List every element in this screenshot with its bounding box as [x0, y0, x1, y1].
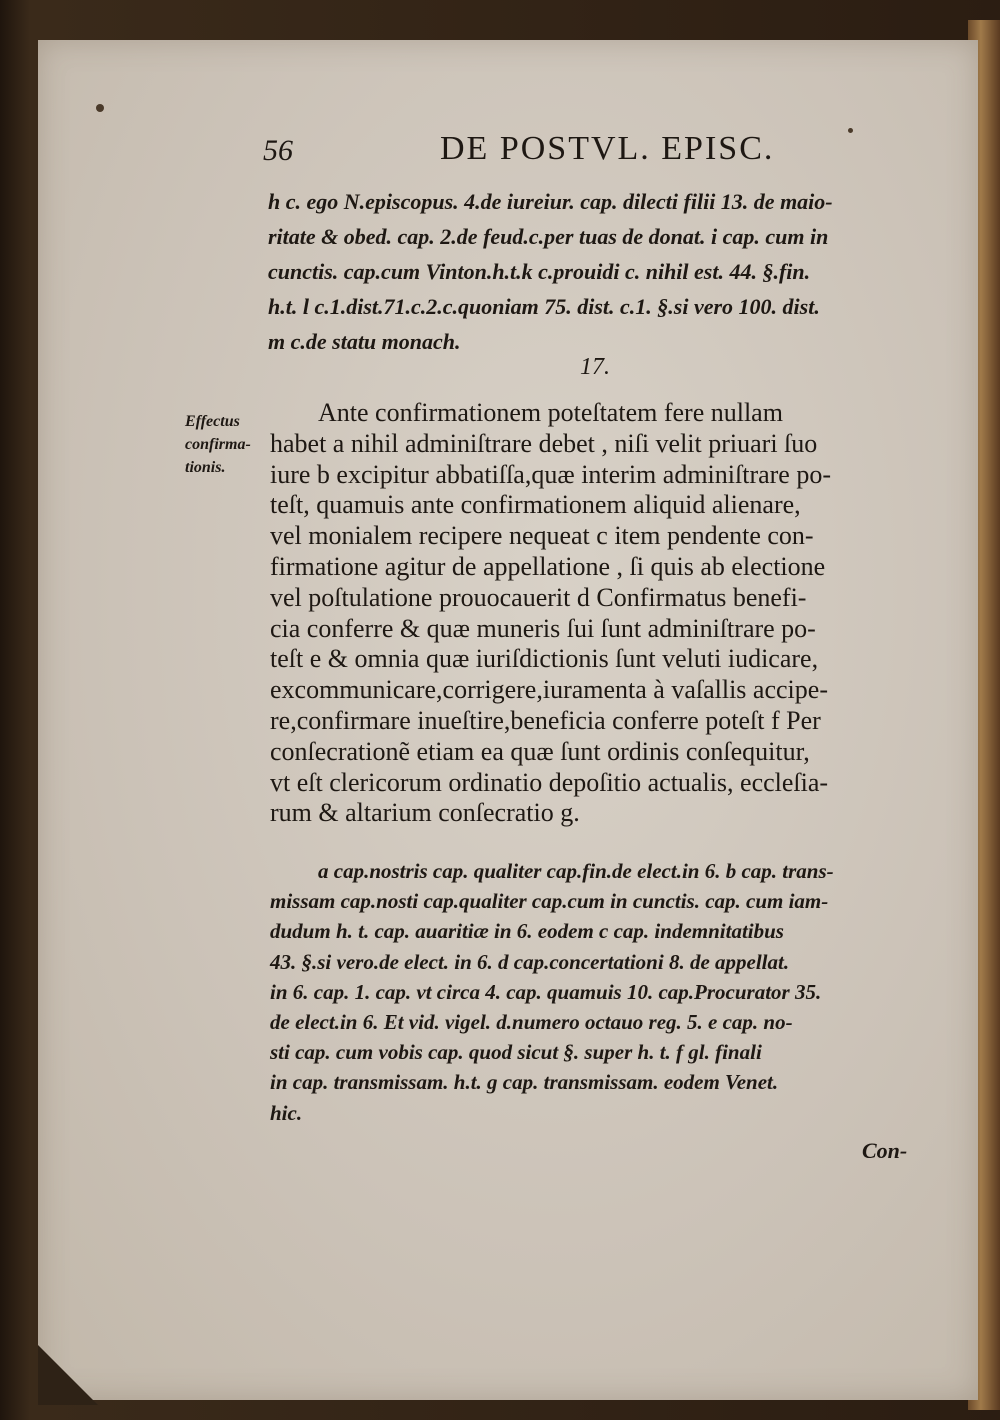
body-line: firmatione agitur de appellatione , ſi quis ab electione	[270, 551, 826, 581]
main-paragraph	[270, 398, 930, 829]
section-number: 17.	[580, 354, 610, 380]
body-line: vel poſtulatione prouocauerit d Confirmatus benefi-	[270, 582, 807, 612]
body-line: vt eſt clericorum ordinatio depoſitio actualis, eccleſia-	[270, 767, 829, 797]
margin-note-line: tionis.	[185, 459, 226, 476]
margin-note-line: Effectus	[185, 413, 240, 430]
catchword: Con-	[862, 1138, 908, 1163]
citation-line: 43. §.si vero.de elect. in 6. d cap.concertationi 8. de appellat.	[270, 949, 790, 974]
page-number: 56	[263, 134, 293, 167]
citation-line: a cap.nostris cap. qualiter cap.fin.de elect.in 6. b cap. trans-	[318, 859, 834, 883]
margin-note	[185, 410, 265, 479]
body-line: rum & altarium conſecratio g.	[270, 798, 580, 828]
citation-line: missam cap.nosti cap.qualiter cap.cum in cunctis. cap. cum iam-	[270, 889, 829, 914]
body-line: teſt e & omnia quæ iuriſdictionis ſunt veluti iudicare,	[270, 644, 819, 674]
citation-line: in cap. transmissam. h.t. g cap. transmissam. eodem Venet.	[270, 1070, 779, 1095]
body-line: cia conferre & quæ muneris ſui ſunt adminiſtrare po-	[270, 613, 816, 643]
ink-speck	[848, 128, 853, 133]
body-line: teſt, quamuis ante confirmationem aliquid alienare,	[270, 490, 801, 520]
citation-notes	[270, 856, 930, 1128]
citation-line: de elect.in 6. Et vid. vigel. d.numero octauo reg. 5. e cap. no-	[270, 1010, 793, 1035]
note-line: h.t. l c.1.dist.71.c.2.c.quoniam 75. dist. c.1. §.si vero 100. dist.	[268, 294, 820, 319]
body-line: iure b excipitur abbatiſſa,quæ interim adminiſtrare po-	[270, 459, 831, 489]
body-line: excommunicare,corrigere,iuramenta à vaſallis accipe-	[270, 675, 828, 705]
note-line: cunctis. cap.cum Vinton.h.t.k c.prouidi c. nihil est. 44. §.fin.	[268, 259, 811, 284]
body-line: vel monialem recipere nequeat c item pendente con-	[270, 521, 814, 551]
page-header	[263, 130, 783, 176]
running-head: DE POSTVL. EPISC.	[440, 130, 775, 167]
body-line: habet a nihil adminiſtrare debet , niſi velit priuari ſuo	[270, 428, 818, 458]
citation-line: in 6. cap. 1. cap. vt circa 4. cap. quamuis 10. cap.Procurator 35.	[270, 979, 822, 1004]
note-line: ritate & obed. cap. 2.de feud.c.per tuas de donat. i cap. cum in	[268, 224, 829, 249]
note-line: h c. ego N.episcopus. 4.de iureiur. cap. dilecti filii 13. de maio-	[268, 189, 833, 214]
body-line: re,confirmare inueſtire,beneficia conferre poteſt f Per	[270, 705, 821, 735]
citation-line: dudum h. t. cap. auaritiæ in 6. eodem c cap. indemnitatibus	[270, 919, 784, 944]
body-line: Ante confirmationem poteſtatem fere nullam	[318, 398, 783, 427]
citation-line: sti cap. cum vobis cap. quod sicut §. super h. t. f gl. finali	[270, 1040, 762, 1065]
ink-speck	[96, 104, 104, 112]
body-line: conſecrationẽ etiam ea quæ ſunt ordinis conſequitur,	[270, 736, 810, 766]
note-line: m c.de statu monach.	[268, 329, 461, 354]
margin-note-line: confirma-	[185, 436, 251, 453]
footnotes-continued	[268, 184, 928, 359]
citation-line: hic.	[270, 1100, 303, 1125]
